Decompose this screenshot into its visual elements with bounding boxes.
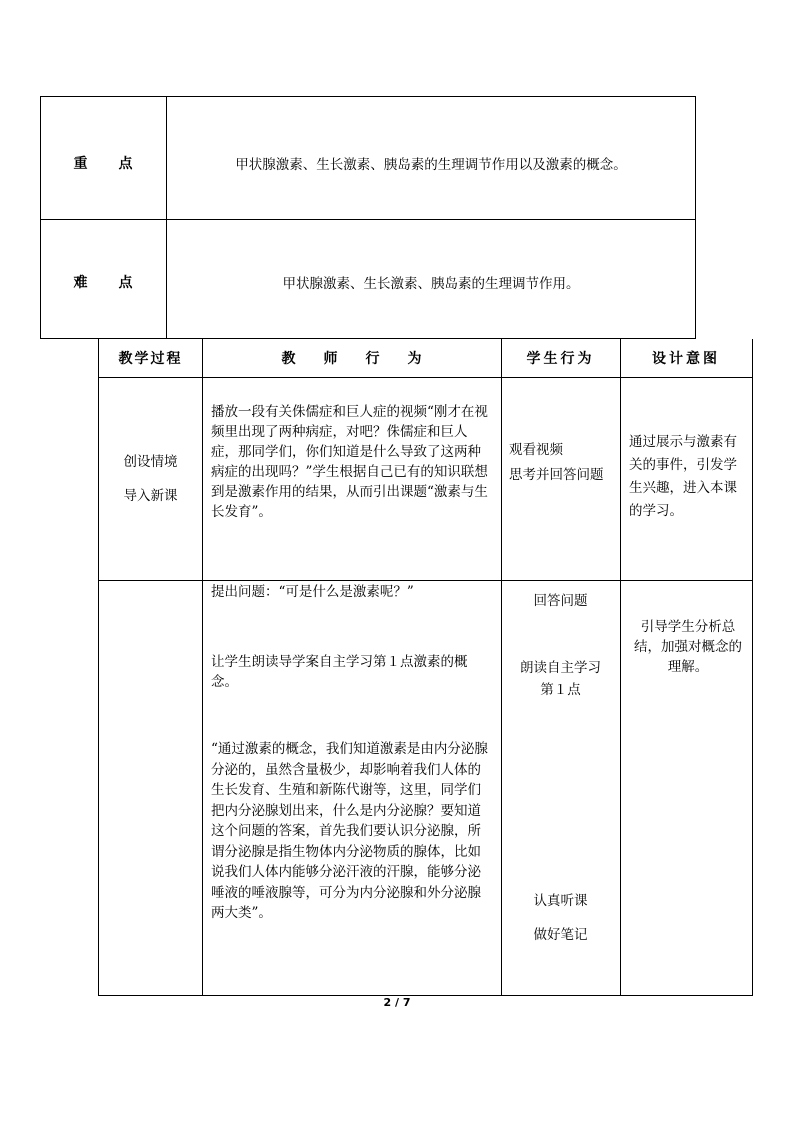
teacher-cell-concept-explanation: “通过激素的概念，我们知道激素是由内分泌腺分泌的，虽然含量极少，却影响着我们人体的生长发育、生殖和新陈代谢等，这里，同学们把内分泌腺划出来，什么是内分泌腺？要知道这个问题的答案，首先我们要认识分泌腺，所谓分泌腺是指生物体内分泌物质的腺体，比如说我们人体内能够分泌汗液的汗腺，能够分泌唾液的唾液腺等，可分为内分泌腺和外分泌腺两大类”。	[211, 741, 488, 921]
key-points-text: 甲状腺激素、生长激素、胰岛素的生理调节作用以及激素的概念。	[235, 157, 627, 173]
teacher-cell-intro: 播放一段有关侏儒症和巨人症的视频“刚才在视频里出现了两种病症，对吧？侏儒症和巨人症，那同学们，你们知道是什么导致了这两种病症的出现吗？”学生根据自己已有的知识联想到是激素作用的结果，从而引出课题“激素与生长发育”。	[211, 404, 488, 520]
teaching-process-table	[98, 339, 753, 996]
key-points-table	[40, 96, 696, 339]
teacher-cell-concept-question: 提出问题：“可是什么是激素呢？”	[211, 584, 414, 600]
process-line: 导入新课	[123, 488, 178, 504]
process-line: 创设情境	[123, 454, 178, 470]
difficult-points-label: 难 点	[41, 219, 167, 339]
header-intent: 设计意图	[652, 351, 720, 367]
student-cell-intro	[509, 435, 617, 485]
column-divider	[202, 339, 203, 995]
student-answer: 回答问题	[533, 593, 588, 609]
student-line: 做好笔记	[533, 927, 588, 943]
row-divider	[99, 377, 752, 378]
student-line: 思考并回答问题	[509, 467, 604, 483]
student-reading	[501, 657, 620, 701]
difficult-points-row	[41, 219, 695, 339]
header-teacher: 教 师 行 为	[281, 351, 422, 367]
intent-cell-concept: 引导学生分析总结，加强对概念的理解。	[634, 619, 742, 675]
row-divider	[99, 580, 752, 581]
difficult-points-text: 甲状腺激素、生长激素、胰岛素的生理调节作用。	[282, 276, 580, 292]
intent-cell-intro: 通过展示与激素有关的事件，引发学生兴趣，进入本课的学习。	[629, 434, 737, 519]
key-points-row	[41, 97, 695, 220]
header-process: 教学过程	[118, 351, 183, 367]
process-cell-intro	[99, 445, 202, 513]
student-line: 第１点	[540, 682, 581, 698]
key-points-label: 重 点	[41, 97, 167, 219]
student-line: 观看视频	[509, 442, 563, 458]
page-number: 2 / 7	[383, 996, 411, 1009]
teacher-cell-concept-reading: 让学生朗读导学案自主学习第１点激素的概念。	[211, 654, 468, 690]
header-student: 学生行为	[526, 351, 595, 367]
column-divider	[620, 339, 621, 995]
student-line: 认真听课	[533, 893, 588, 909]
student-line: 朗读自主学习	[520, 660, 601, 676]
student-listening	[501, 884, 620, 952]
